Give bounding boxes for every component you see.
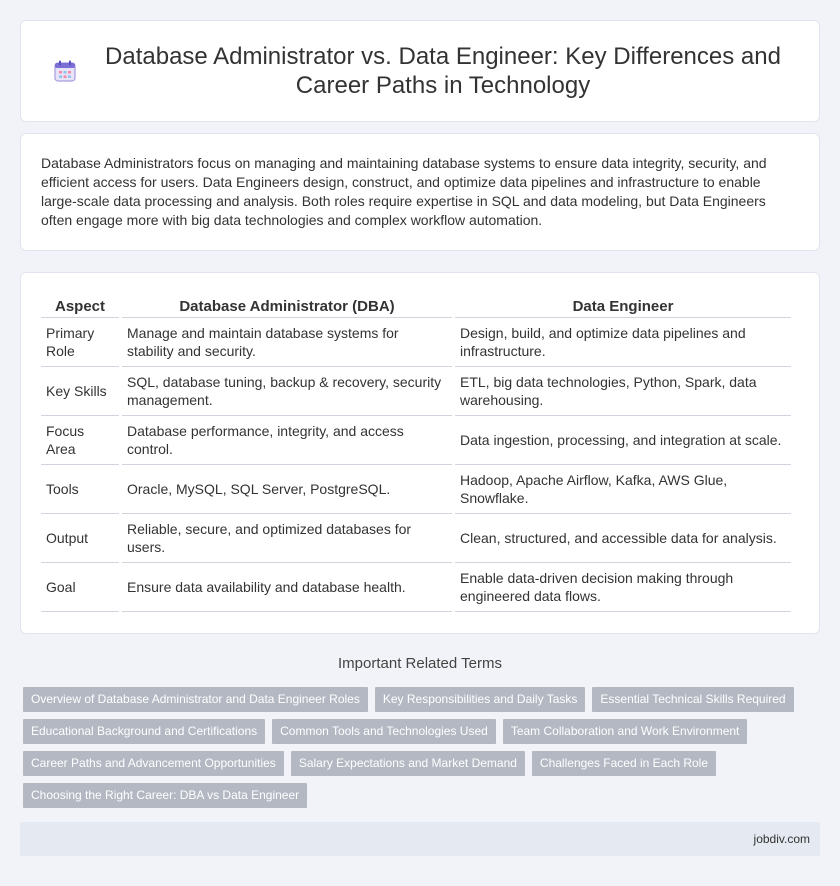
- table-header-row: [41, 295, 791, 318]
- table-row: [41, 367, 791, 416]
- column-header-dba: Database Administrator (DBA): [122, 295, 452, 318]
- footer-site-link[interactable]: jobdiv.com: [753, 832, 810, 846]
- dba-cell: Reliable, secure, and optimized databases for users.: [122, 514, 452, 563]
- related-term-tag[interactable]: Key Responsibilities and Daily Tasks: [375, 687, 586, 712]
- footer: [20, 822, 820, 856]
- data-engineer-cell: Hadoop, Apache Airflow, Kafka, AWS Glue, Snowflake.: [455, 465, 791, 514]
- intro-card: [20, 133, 820, 251]
- column-header-aspect: Aspect: [41, 295, 119, 318]
- comparison-card: [20, 272, 820, 634]
- data-engineer-cell: ETL, big data technologies, Python, Spark, data warehousing.: [455, 367, 791, 416]
- aspect-cell: Focus Area: [41, 416, 119, 465]
- page-title: Database Administrator vs. Data Engineer: Key Differences and Career Paths in Technology: [105, 43, 781, 99]
- dba-cell: SQL, database tuning, backup & recovery, security management.: [122, 367, 452, 416]
- data-engineer-cell: Clean, structured, and accessible data for analysis.: [455, 514, 791, 563]
- related-term-tag[interactable]: Salary Expectations and Market Demand: [291, 751, 525, 776]
- related-terms-list: [23, 687, 813, 815]
- table-row: [41, 563, 791, 612]
- related-term-tag[interactable]: Educational Background and Certifications: [23, 719, 265, 744]
- aspect-cell: Primary Role: [41, 318, 119, 367]
- aspect-cell: Output: [41, 514, 119, 563]
- related-term-tag[interactable]: Career Paths and Advancement Opportunities: [23, 751, 284, 776]
- related-term-tag[interactable]: Overview of Database Administrator and Data Engineer Roles: [23, 687, 368, 712]
- table-row: [41, 514, 791, 563]
- calendar-icon: [51, 57, 79, 85]
- table-row: [41, 416, 791, 465]
- aspect-cell: Key Skills: [41, 367, 119, 416]
- aspect-cell: Goal: [41, 563, 119, 612]
- dba-cell: Manage and maintain database systems for stability and security.: [122, 318, 452, 367]
- related-term-tag[interactable]: Common Tools and Technologies Used: [272, 719, 496, 744]
- related-terms-heading: Important Related Terms: [338, 655, 502, 672]
- dba-cell: Oracle, MySQL, SQL Server, PostgreSQL.: [122, 465, 452, 514]
- data-engineer-cell: Data ingestion, processing, and integration at scale.: [455, 416, 791, 465]
- related-term-tag[interactable]: Essential Technical Skills Required: [592, 687, 793, 712]
- intro-paragraph: Database Administrators focus on managing and maintaining database systems to ensure data integrity, security, and efficient access for users. Data Engineers design, construct, and optimize data pipelines and infrastructure to enable large-scale data processing and analysis. Both roles require expertise in SQL and data modeling, but Data Engineers often engage more with big data technologies and complex workflow automation.: [41, 155, 767, 228]
- dba-cell: Ensure data availability and database health.: [122, 563, 452, 612]
- related-term-tag[interactable]: Challenges Faced in Each Role: [532, 751, 716, 776]
- comparison-table: [38, 295, 794, 612]
- dba-cell: Database performance, integrity, and access control.: [122, 416, 452, 465]
- related-term-tag[interactable]: Team Collaboration and Work Environment: [503, 719, 748, 744]
- table-row: [41, 318, 791, 367]
- column-header-data-engineer: Data Engineer: [455, 295, 791, 318]
- header: [51, 42, 789, 100]
- header-card: [20, 20, 820, 122]
- data-engineer-cell: Enable data-driven decision making through engineered data flows.: [455, 563, 791, 612]
- data-engineer-cell: Design, build, and optimize data pipelines and infrastructure.: [455, 318, 791, 367]
- table-row: [41, 465, 791, 514]
- aspect-cell: Tools: [41, 465, 119, 514]
- related-term-tag[interactable]: Choosing the Right Career: DBA vs Data Engineer: [23, 783, 307, 808]
